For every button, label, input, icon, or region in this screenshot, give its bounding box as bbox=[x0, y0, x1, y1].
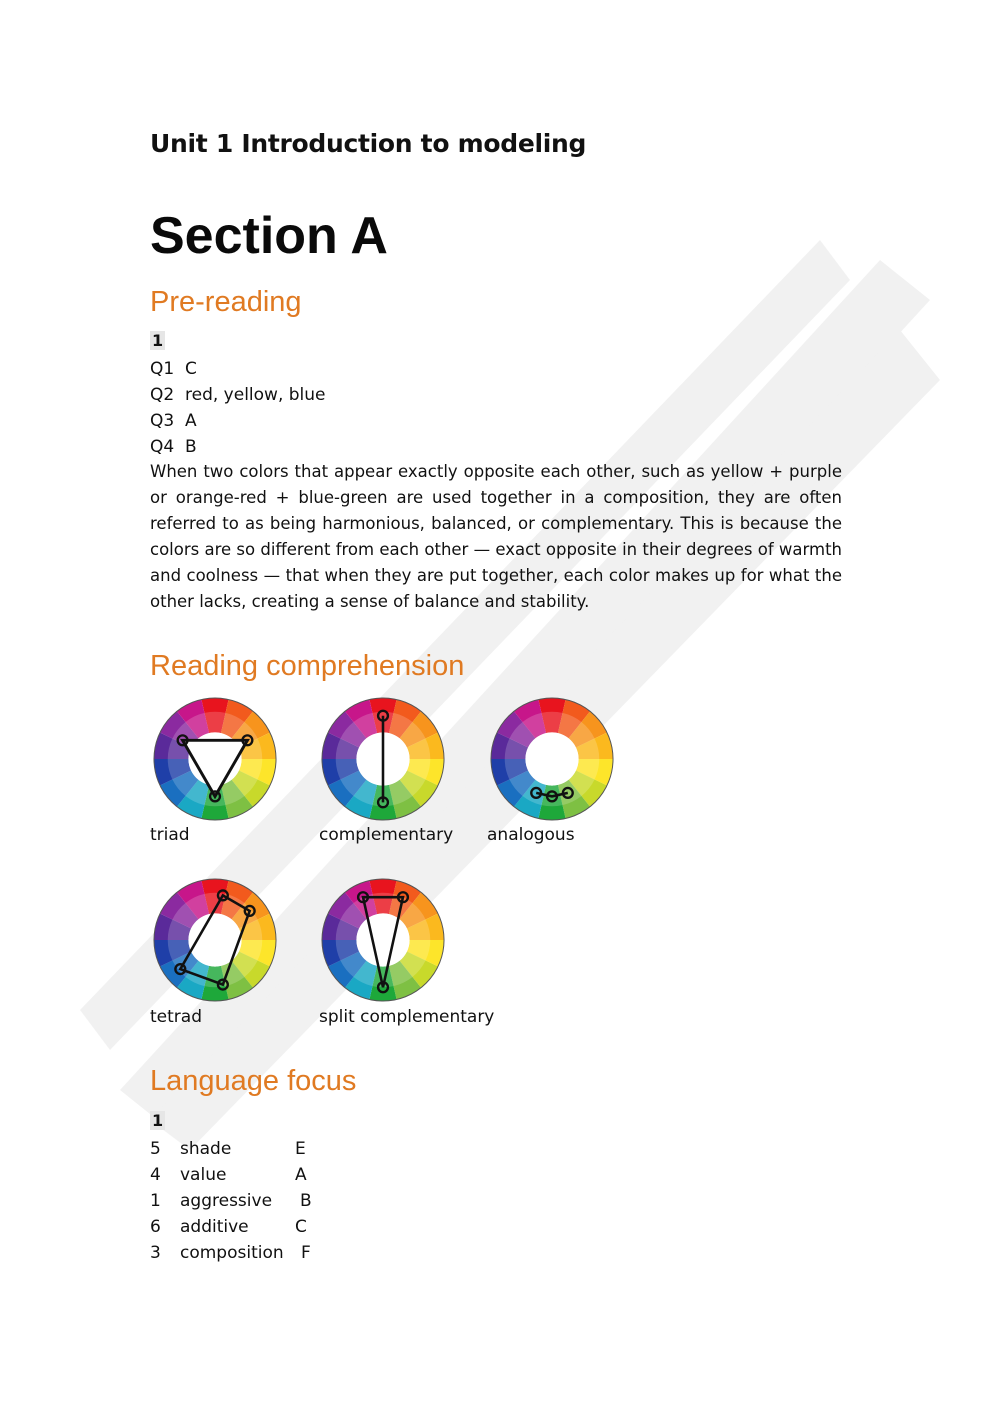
answer-text: C bbox=[185, 359, 197, 379]
vocab-list bbox=[150, 1136, 312, 1266]
wheel-label-tetrad: tetrad bbox=[150, 1007, 202, 1027]
vocab-row bbox=[150, 1240, 312, 1266]
answer-row bbox=[150, 356, 326, 382]
vocab-row bbox=[150, 1136, 312, 1162]
vocab-word: aggressive bbox=[180, 1191, 273, 1211]
answer-text: red, yellow, blue bbox=[185, 385, 326, 405]
section-title: Section A bbox=[150, 207, 388, 265]
wheel-label-complementary: complementary bbox=[319, 825, 454, 845]
color-wheel-split-complementary bbox=[320, 877, 446, 1003]
heading-reading-comprehension: Reading comprehension bbox=[150, 650, 465, 682]
exercise-number: 1 bbox=[152, 331, 164, 350]
answer-paragraph: When two colors that appear exactly opposite each other, such as yellow + purple or orange-red + blue-green are used together in a composition, they are often referred to as being harmonious, balanced, or complementary. This is because the colors are so different from each other — exact opposite in their degrees of warmth and coolness — that when they are put together, each color makes up for what the other lacks, creating a sense of balance and stability. bbox=[150, 462, 842, 611]
vocab-word: value bbox=[180, 1165, 227, 1185]
vocab-word: composition bbox=[180, 1243, 284, 1263]
vocab-number: 6 bbox=[150, 1217, 161, 1237]
vocab-row bbox=[150, 1162, 312, 1188]
vocab-number: 1 bbox=[150, 1191, 161, 1211]
answer-row bbox=[150, 408, 326, 434]
vocab-number: 3 bbox=[150, 1243, 161, 1263]
color-wheel-tetrad bbox=[152, 877, 278, 1003]
vocab-row bbox=[150, 1188, 312, 1214]
vocab-word: additive bbox=[180, 1217, 249, 1237]
question-number: Q2 bbox=[150, 385, 175, 405]
vocab-letter: E bbox=[295, 1139, 306, 1159]
vocab-letter: F bbox=[301, 1243, 311, 1263]
vocab-number: 4 bbox=[150, 1165, 161, 1185]
vocab-word: shade bbox=[180, 1139, 232, 1159]
vocab-letter: C bbox=[295, 1217, 307, 1237]
wheel-center bbox=[525, 732, 578, 785]
answer-list bbox=[150, 356, 326, 460]
exercise-number: 1 bbox=[152, 1111, 164, 1130]
wheel-label-analogous: analogous bbox=[487, 825, 575, 845]
color-wheel-complementary bbox=[320, 696, 446, 822]
heading-pre-reading: Pre-reading bbox=[150, 286, 302, 318]
answer-row bbox=[150, 434, 326, 460]
wheel-center bbox=[356, 913, 409, 966]
wheel-label-triad: triad bbox=[150, 825, 190, 845]
question-number: Q4 bbox=[150, 437, 175, 457]
vocab-number: 5 bbox=[150, 1139, 161, 1159]
wheel-label-split-complementary: split complementary bbox=[319, 1007, 495, 1027]
vocab-letter: B bbox=[300, 1191, 312, 1211]
question-number: Q1 bbox=[150, 359, 175, 379]
answer-text: B bbox=[185, 437, 197, 457]
heading-language-focus: Language focus bbox=[150, 1065, 357, 1097]
color-wheel-triad bbox=[152, 696, 278, 822]
color-wheel-analogous bbox=[489, 696, 615, 822]
question-number: Q3 bbox=[150, 411, 175, 431]
unit-title: Unit 1 Introduction to modeling bbox=[150, 129, 587, 158]
vocab-row bbox=[150, 1214, 312, 1240]
answer-row bbox=[150, 382, 326, 408]
answer-text: A bbox=[185, 411, 197, 431]
vocab-letter: A bbox=[295, 1165, 307, 1185]
